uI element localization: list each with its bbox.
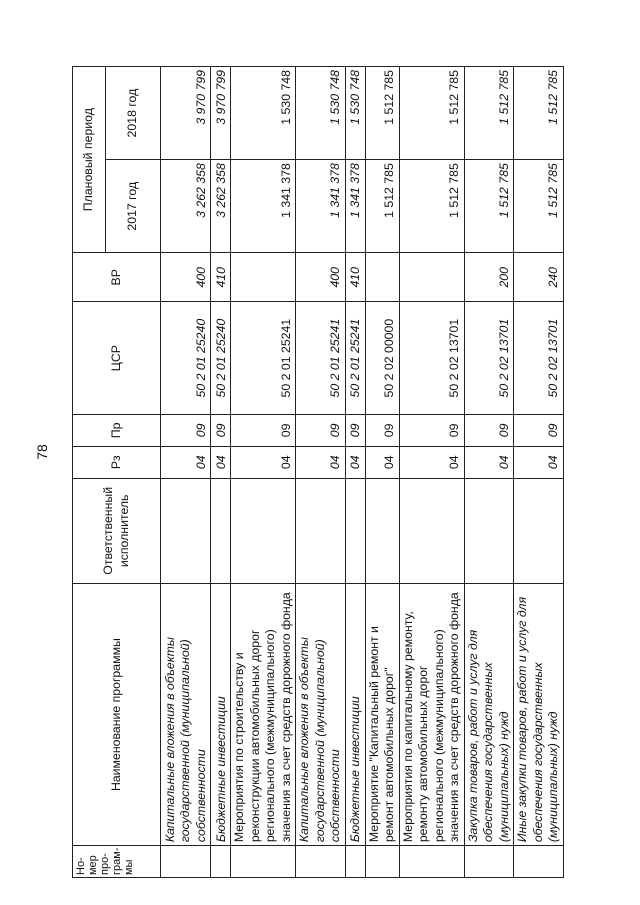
table-row — [345, 67, 365, 878]
table-row — [161, 67, 211, 878]
header-rz: Рз — [73, 446, 161, 478]
header-planned-period: Плановый период — [73, 67, 106, 253]
cell-rz: 04 — [296, 446, 346, 478]
cell-rz: 04 — [345, 446, 365, 478]
cell-csr: 50 2 02 00000 — [365, 302, 399, 415]
cell-vr — [399, 253, 464, 302]
cell-program-number — [365, 846, 399, 878]
header-program-number: Но- мер про- грам- мы — [73, 846, 161, 878]
table-row — [514, 67, 564, 878]
table-header — [73, 67, 161, 878]
cell-vr: 200 — [464, 253, 514, 302]
cell-responsible — [231, 478, 296, 583]
cell-pr: 09 — [464, 414, 514, 446]
cell-program-number — [161, 846, 211, 878]
cell-pr: 09 — [365, 414, 399, 446]
cell-program-name: Бюджетные инвестиции — [211, 584, 231, 846]
cell-program-name: Мероприятия по строительству и реконструкции автомобильных дорог регионального (межмуниципального) значения за счет средств дорожного фонда — [231, 584, 296, 846]
cell-vr — [365, 253, 399, 302]
cell-value-2017: 1 341 378 — [296, 160, 346, 253]
cell-value-2017: 1 512 785 — [399, 160, 464, 253]
cell-csr: 50 2 01 25241 — [231, 302, 296, 415]
cell-value-2018: 3 970 799 — [211, 67, 231, 160]
cell-program-name: Мероприятия по капитальному ремонту, ремонту автомобильных дорог регионального (межмуниципального) значения за счет средств дорожного фонда — [399, 584, 464, 846]
cell-pr: 09 — [514, 414, 564, 446]
cell-vr: 410 — [211, 253, 231, 302]
cell-value-2017: 1 512 785 — [365, 160, 399, 253]
cell-rz: 04 — [399, 446, 464, 478]
header-pr: Пр — [73, 414, 161, 446]
cell-program-name: Закупка товаров, работ и услуг для обеспечения государственных (муниципальных) нужд — [464, 584, 514, 846]
page-number: 78 — [34, 444, 50, 460]
cell-program-name: Иные закупки товаров, работ и услуг для обеспечения государственных (муниципальных) нужд — [514, 584, 564, 846]
cell-csr: 50 2 02 13701 — [514, 302, 564, 415]
cell-program-number — [296, 846, 346, 878]
cell-value-2018: 1 512 785 — [365, 67, 399, 160]
cell-value-2018: 3 970 799 — [161, 67, 211, 160]
cell-program-name: Бюджетные инвестиции — [345, 584, 365, 846]
cell-vr: 400 — [161, 253, 211, 302]
cell-program-name: Капитальные вложения в объекты государственной (муниципальной) собственности — [161, 584, 211, 846]
cell-value-2017: 1 512 785 — [514, 160, 564, 253]
cell-program-name: Капитальные вложения в объекты государственной (муниципальной) собственности — [296, 584, 346, 846]
cell-rz: 04 — [365, 446, 399, 478]
cell-value-2018: 1 512 785 — [399, 67, 464, 160]
table-row — [211, 67, 231, 878]
cell-vr — [231, 253, 296, 302]
cell-value-2018: 1 530 748 — [296, 67, 346, 160]
cell-value-2017: 3 262 358 — [161, 160, 211, 253]
cell-rz: 04 — [514, 446, 564, 478]
header-program-name: Наименование программы — [73, 584, 161, 846]
header-csr: ЦСР — [73, 302, 161, 415]
cell-vr: 400 — [296, 253, 346, 302]
cell-value-2017: 3 262 358 — [211, 160, 231, 253]
cell-program-name: Мероприятие "Капитальный ремонт и ремонт автомобильных дорог" — [365, 584, 399, 846]
cell-program-number — [345, 846, 365, 878]
cell-csr: 50 2 02 13701 — [464, 302, 514, 415]
table-row — [231, 67, 296, 878]
cell-value-2017: 1 512 785 — [464, 160, 514, 253]
cell-pr: 09 — [161, 414, 211, 446]
cell-pr: 09 — [296, 414, 346, 446]
table-row — [365, 67, 399, 878]
cell-program-number — [211, 846, 231, 878]
cell-responsible — [345, 478, 365, 583]
header-vr: ВР — [73, 253, 161, 302]
cell-value-2017: 1 341 378 — [231, 160, 296, 253]
cell-value-2018: 1 530 748 — [345, 67, 365, 160]
cell-program-number — [464, 846, 514, 878]
cell-value-2017: 1 341 378 — [345, 160, 365, 253]
cell-value-2018: 1 512 785 — [464, 67, 514, 160]
cell-responsible — [296, 478, 346, 583]
cell-rz: 04 — [161, 446, 211, 478]
cell-responsible — [161, 478, 211, 583]
budget-table — [72, 66, 564, 878]
cell-responsible — [399, 478, 464, 583]
cell-pr: 09 — [211, 414, 231, 446]
cell-vr: 410 — [345, 253, 365, 302]
cell-rz: 04 — [464, 446, 514, 478]
table-row — [464, 67, 514, 878]
cell-responsible — [464, 478, 514, 583]
table-body — [161, 67, 564, 878]
cell-value-2018: 1 530 748 — [231, 67, 296, 160]
cell-vr: 240 — [514, 253, 564, 302]
header-responsible: Ответственный исполнитель — [73, 478, 161, 583]
cell-pr: 09 — [231, 414, 296, 446]
cell-pr: 09 — [345, 414, 365, 446]
cell-csr: 50 2 01 25240 — [211, 302, 231, 415]
cell-csr: 50 2 01 25241 — [296, 302, 346, 415]
cell-rz: 04 — [231, 446, 296, 478]
cell-csr: 50 2 01 25240 — [161, 302, 211, 415]
cell-value-2018: 1 512 785 — [514, 67, 564, 160]
table-row — [296, 67, 346, 878]
cell-pr: 09 — [399, 414, 464, 446]
cell-responsible — [514, 478, 564, 583]
rotated-budget-table-container — [72, 66, 560, 878]
header-year-2017: 2017 год — [106, 160, 161, 253]
cell-program-number — [514, 846, 564, 878]
cell-program-number — [231, 846, 296, 878]
cell-program-number — [399, 846, 464, 878]
table-row — [399, 67, 464, 878]
cell-responsible — [365, 478, 399, 583]
cell-responsible — [211, 478, 231, 583]
cell-csr: 50 2 01 25241 — [345, 302, 365, 415]
header-year-2018: 2018 год — [106, 67, 161, 160]
cell-csr: 50 2 02 13701 — [399, 302, 464, 415]
cell-rz: 04 — [211, 446, 231, 478]
